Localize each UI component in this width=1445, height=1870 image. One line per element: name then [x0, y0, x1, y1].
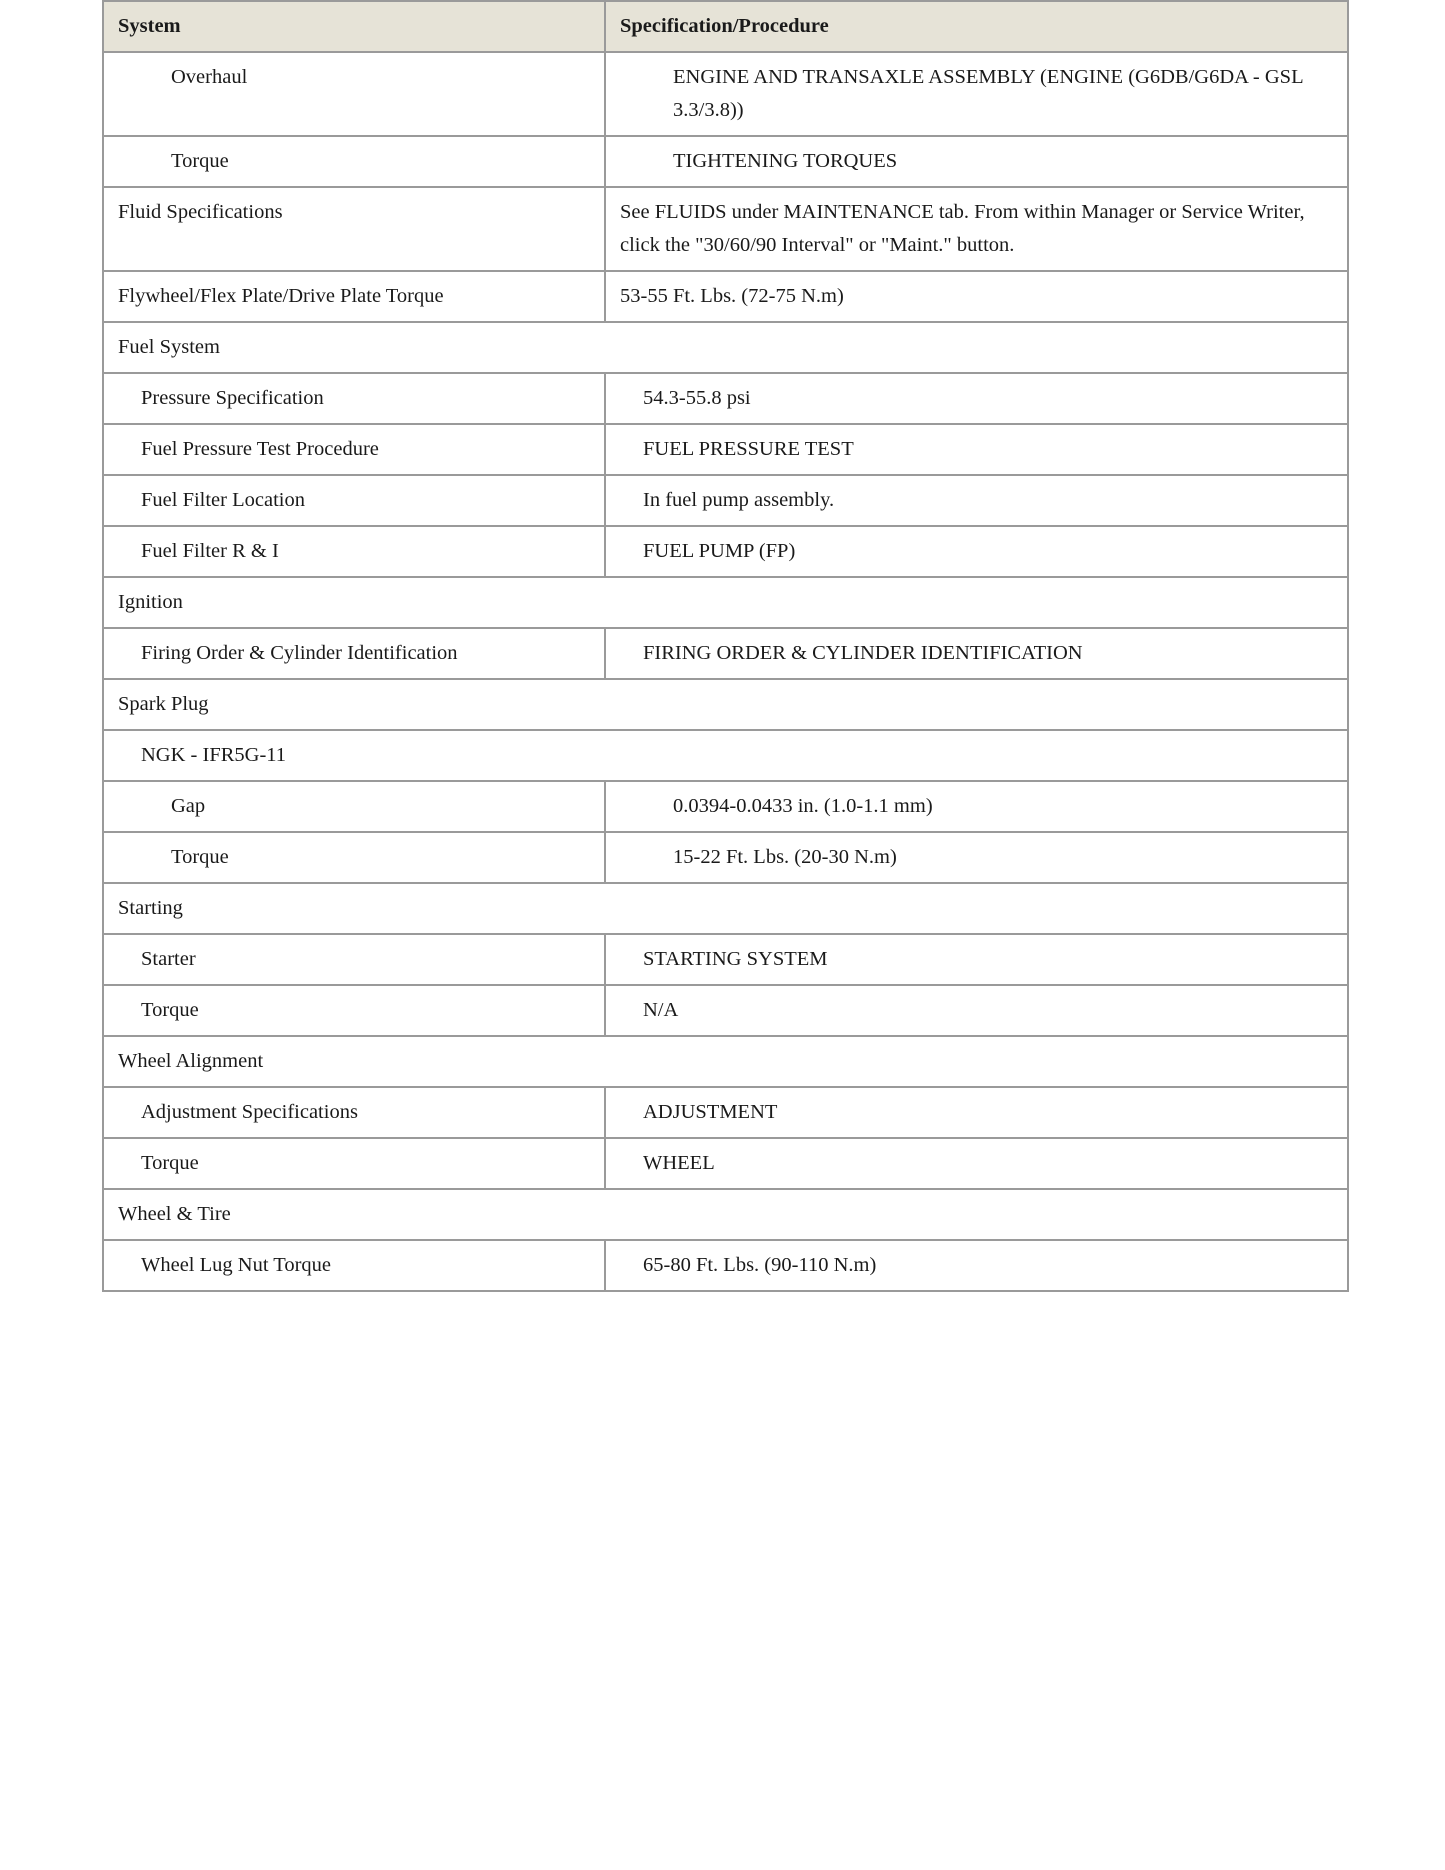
system-cell: Firing Order & Cylinder Identification — [103, 628, 605, 679]
system-cell: Fluid Specifications — [103, 187, 605, 271]
table-row — [103, 187, 1348, 271]
system-cell: Pressure Specification — [103, 373, 605, 424]
spec-cell: N/A — [605, 985, 1348, 1036]
table-row — [103, 271, 1348, 322]
section-heading: Wheel & Tire — [103, 1189, 1348, 1240]
table-row — [103, 1240, 1348, 1291]
system-cell: Torque — [103, 985, 605, 1036]
system-cell: Torque — [103, 136, 605, 187]
spec-cell: TIGHTENING TORQUES — [605, 136, 1348, 187]
system-cell: Wheel Lug Nut Torque — [103, 1240, 605, 1291]
system-cell: Gap — [103, 781, 605, 832]
table-header — [103, 1, 1348, 52]
spec-cell: ENGINE AND TRANSAXLE ASSEMBLY (ENGINE (G6DB/G6DA - GSL 3.3/3.8)) — [605, 52, 1348, 136]
spec-cell: FUEL PUMP (FP) — [605, 526, 1348, 577]
system-cell: Fuel Pressure Test Procedure — [103, 424, 605, 475]
section-heading: Ignition — [103, 577, 1348, 628]
table-body — [103, 52, 1348, 1291]
section-row — [103, 1189, 1348, 1240]
section-heading: Starting — [103, 883, 1348, 934]
section-row — [103, 577, 1348, 628]
system-cell: Torque — [103, 1138, 605, 1189]
table-row — [103, 136, 1348, 187]
table-row — [103, 985, 1348, 1036]
table-row — [103, 373, 1348, 424]
table-row — [103, 1138, 1348, 1189]
specifications-table — [102, 0, 1349, 1292]
spec-cell: WHEEL — [605, 1138, 1348, 1189]
column-header-system: System — [103, 1, 605, 52]
spec-cell: FIRING ORDER & CYLINDER IDENTIFICATION — [605, 628, 1348, 679]
system-cell: Adjustment Specifications — [103, 1087, 605, 1138]
section-row — [103, 1036, 1348, 1087]
section-heading: Spark Plug — [103, 679, 1348, 730]
spec-cell: 15-22 Ft. Lbs. (20-30 N.m) — [605, 832, 1348, 883]
table-row — [103, 526, 1348, 577]
table-row — [103, 781, 1348, 832]
subsection-heading: NGK - IFR5G-11 — [103, 730, 1348, 781]
column-header-specification: Specification/Procedure — [605, 1, 1348, 52]
table-row — [103, 475, 1348, 526]
spec-cell: FUEL PRESSURE TEST — [605, 424, 1348, 475]
spec-cell: In fuel pump assembly. — [605, 475, 1348, 526]
system-cell: Flywheel/Flex Plate/Drive Plate Torque — [103, 271, 605, 322]
table-row — [103, 1087, 1348, 1138]
system-cell: Starter — [103, 934, 605, 985]
table-row — [103, 52, 1348, 136]
system-cell: Torque — [103, 832, 605, 883]
spec-cell: 0.0394-0.0433 in. (1.0-1.1 mm) — [605, 781, 1348, 832]
spec-cell: STARTING SYSTEM — [605, 934, 1348, 985]
system-cell: Overhaul — [103, 52, 605, 136]
header-row — [103, 1, 1348, 52]
spec-cell: 54.3-55.8 psi — [605, 373, 1348, 424]
spec-cell: 65-80 Ft. Lbs. (90-110 N.m) — [605, 1240, 1348, 1291]
system-cell: Fuel Filter R & I — [103, 526, 605, 577]
subsection-row — [103, 730, 1348, 781]
section-row — [103, 883, 1348, 934]
spec-cell: ADJUSTMENT — [605, 1087, 1348, 1138]
spec-cell: 53-55 Ft. Lbs. (72-75 N.m) — [605, 271, 1348, 322]
table-row — [103, 424, 1348, 475]
section-row — [103, 679, 1348, 730]
table-row — [103, 628, 1348, 679]
spec-cell: See FLUIDS under MAINTENANCE tab. From within Manager or Service Writer, click the "30/60/90 Interval" or "Maint." button. — [605, 187, 1348, 271]
section-row — [103, 322, 1348, 373]
system-cell: Fuel Filter Location — [103, 475, 605, 526]
section-heading: Fuel System — [103, 322, 1348, 373]
table-row — [103, 832, 1348, 883]
table-row — [103, 934, 1348, 985]
section-heading: Wheel Alignment — [103, 1036, 1348, 1087]
